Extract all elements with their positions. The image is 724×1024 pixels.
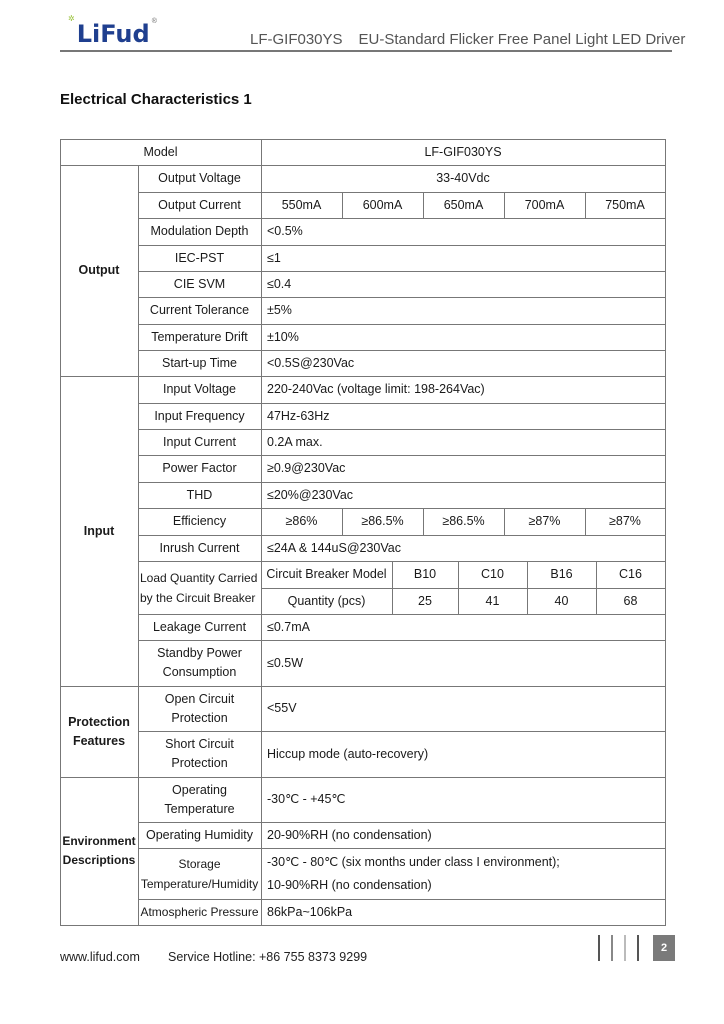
leakage-current-label: Leakage Current (138, 614, 262, 641)
breaker-model: B16 (527, 561, 597, 589)
storage-label (138, 848, 262, 900)
section-title: Electrical Characteristics 1 (60, 91, 252, 108)
cie-svm-value: ≤0.4 (261, 271, 666, 298)
group-protection (60, 686, 139, 778)
thd-label: THD (138, 482, 262, 509)
footer-bar-decoration (624, 935, 626, 961)
atmospheric-pressure-label: Atmospheric Pressure (138, 899, 262, 926)
breaker-quantity: 41 (458, 588, 528, 615)
startup-time-label: Start-up Time (138, 350, 262, 377)
output-current-value: 600mA (342, 192, 424, 219)
group-environment (60, 777, 139, 926)
input-current-value: 0.2A max. (261, 429, 666, 456)
output-current-value: 650mA (423, 192, 505, 219)
temperature-drift-value: ±10% (261, 324, 666, 351)
breaker-load-label-line2: by the Circuit Breaker (140, 590, 256, 605)
header-divider (60, 50, 672, 52)
breaker-model-label: Circuit Breaker Model (261, 561, 393, 589)
modulation-depth-label: Modulation Depth (138, 218, 262, 246)
short-circuit-label-line1: Short Circuit (165, 737, 234, 751)
open-circuit-value: <55V (261, 686, 666, 732)
efficiency-value: ≥87% (585, 508, 666, 536)
storage-value (261, 848, 666, 900)
brand-logo: LiFud (76, 20, 150, 48)
output-voltage-label: Output Voltage (138, 165, 262, 193)
storage-value-line1: -30℃ - 80℃ (six months under class I environment); (267, 854, 560, 869)
storage-label-line2: Temperature/Humidity (140, 876, 259, 891)
group-environment-line2: Descriptions (62, 853, 136, 867)
iec-pst-label: IEC-PST (138, 245, 262, 272)
group-environment-line1: Environment (62, 834, 136, 848)
group-input: Input (60, 376, 139, 687)
breaker-quantity: 40 (527, 588, 597, 615)
open-circuit-label-line2: Protection (171, 710, 228, 725)
power-factor-value: ≥0.9@230Vac (261, 455, 666, 483)
logo-star-icon: ✲ (68, 14, 75, 23)
efficiency-value: ≥86% (261, 508, 343, 536)
output-current-value: 550mA (261, 192, 343, 219)
startup-time-value: <0.5S@230Vac (261, 350, 666, 377)
standby-power-label-line1: Standby Power (157, 646, 242, 660)
operating-temperature-label-line2: Temperature (164, 801, 235, 816)
open-circuit-label-line1: Open Circuit (164, 691, 235, 706)
header-model-code: LF-GIF030YS (250, 31, 343, 48)
leakage-current-value: ≤0.7mA (261, 614, 666, 641)
footer-bar-decoration (598, 935, 600, 961)
group-protection-line2: Features (72, 733, 126, 748)
short-circuit-label (138, 731, 262, 778)
output-current-label: Output Current (138, 192, 262, 219)
breaker-model: C10 (458, 561, 528, 589)
inrush-current-label: Inrush Current (138, 535, 262, 562)
model-value: LF-GIF030YS (261, 139, 666, 166)
breaker-quantity: 68 (596, 588, 666, 615)
current-tolerance-label: Current Tolerance (138, 297, 262, 325)
group-output: Output (60, 165, 139, 377)
operating-humidity-value: 20-90%RH (no condensation) (261, 822, 666, 849)
inrush-current-value: ≤24A & 144uS@230Vac (261, 535, 666, 562)
output-current-value: 700mA (504, 192, 586, 219)
input-frequency-label: Input Frequency (138, 403, 262, 430)
operating-temperature-label-line1: Operating (172, 782, 227, 797)
group-protection-line1: Protection (68, 714, 130, 729)
registered-mark: ® (151, 18, 157, 25)
header-product-name: EU-Standard Flicker Free Panel Light LED Driver (358, 31, 686, 48)
cie-svm-label: CIE SVM (138, 271, 262, 298)
atmospheric-pressure-value: 86kPa~106kPa (261, 899, 666, 926)
storage-value-line2: 10-90%RH (no condensation) (267, 877, 432, 892)
short-circuit-label-line2: Protection (171, 756, 228, 770)
output-voltage-value: 33-40Vdc (261, 165, 666, 193)
efficiency-value: ≥87% (504, 508, 586, 536)
operating-temperature-value: -30℃ - +45℃ (261, 777, 666, 823)
current-tolerance-value: ±5% (261, 297, 666, 325)
efficiency-label: Efficiency (138, 508, 262, 536)
thd-value: ≤20%@230Vac (261, 482, 666, 509)
standby-power-value: ≤0.5W (261, 640, 666, 687)
operating-temperature-label (138, 777, 262, 823)
short-circuit-value: Hiccup mode (auto-recovery) (261, 731, 666, 778)
quantity-label: Quantity (pcs) (261, 588, 393, 615)
breaker-model: B10 (392, 561, 459, 589)
input-voltage-value: 220-240Vac (voltage limit: 198-264Vac) (261, 376, 666, 404)
open-circuit-label (138, 686, 262, 732)
operating-humidity-label: Operating Humidity (138, 822, 262, 849)
footer-bar-decoration (611, 935, 613, 961)
breaker-model: C16 (596, 561, 666, 589)
footer-hotline: Service Hotline: +86 755 8373 9299 (168, 950, 368, 964)
brand-logo-group (68, 14, 157, 50)
efficiency-value: ≥86.5% (423, 508, 505, 536)
model-label: Model (60, 139, 262, 166)
footer-website-link[interactable]: www.lifud.com (60, 950, 140, 964)
standby-power-label-line2: Consumption (162, 665, 237, 679)
page-number: 2 (653, 935, 675, 961)
standby-power-label (138, 640, 262, 687)
breaker-load-label-line1: Load Quantity Carried (140, 570, 258, 585)
modulation-depth-value: <0.5% (261, 218, 666, 246)
breaker-load-label (138, 561, 262, 615)
header-title (250, 31, 685, 48)
storage-label-line1: Storage (178, 856, 221, 871)
breaker-quantity: 25 (392, 588, 459, 615)
iec-pst-value: ≤1 (261, 245, 666, 272)
input-frequency-value: 47Hz-63Hz (261, 403, 666, 430)
input-voltage-label: Input Voltage (138, 376, 262, 404)
output-current-value: 750mA (585, 192, 666, 219)
efficiency-value: ≥86.5% (342, 508, 424, 536)
power-factor-label: Power Factor (138, 455, 262, 483)
input-current-label: Input Current (138, 429, 262, 456)
temperature-drift-label: Temperature Drift (138, 324, 262, 351)
footer-bar-decoration (637, 935, 639, 961)
